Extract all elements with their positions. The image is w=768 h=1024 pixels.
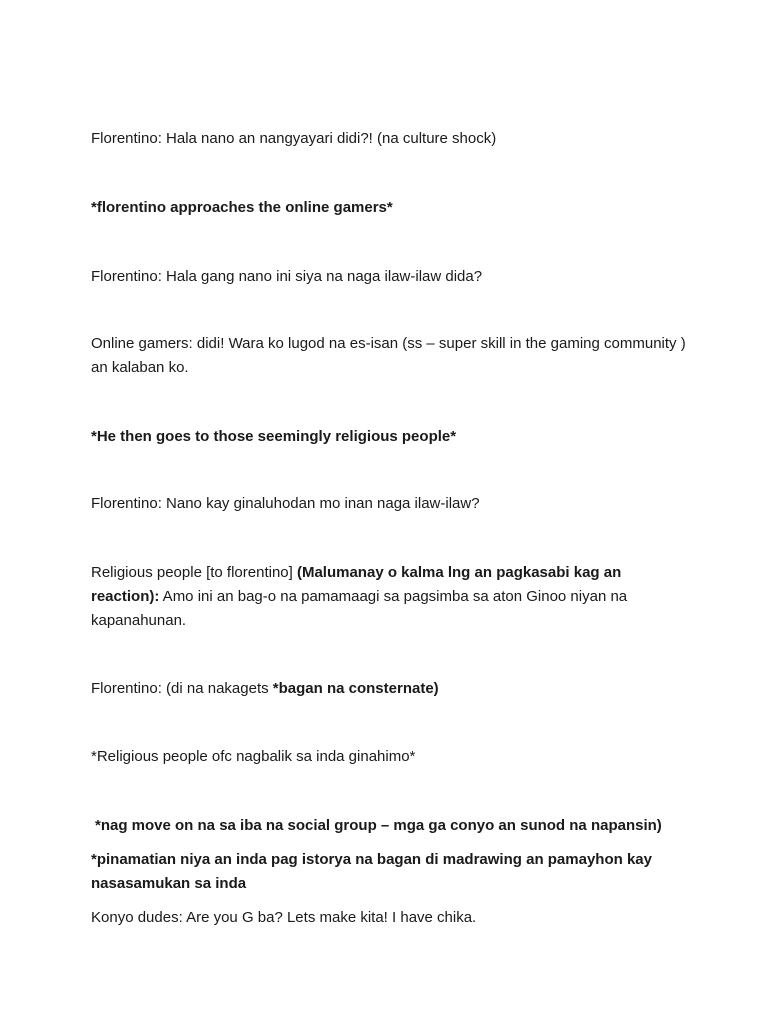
stage-direction-move-on: *nag move on na sa iba na social group – mga ga conyo an sunod na napansin)	[95, 817, 662, 834]
stage-direction-religious-people: *He then goes to those seemingly religious people*	[91, 428, 457, 445]
script-line-florentino-confused	[91, 677, 691, 701]
stage-direction-listening: *pinamatian niya an inda pag istorya na bagan di madrawing an pamayhon kay nasasamukan sa inda	[91, 851, 652, 892]
speaker-prefix: Religious people [to florentino]	[91, 564, 297, 581]
stage-note: *bagan na consternate)	[272, 680, 439, 697]
line-text: Amo ini an bag-o na pamamaagi sa pagsimba sa aton Ginoo niyan na kapanahunan.	[91, 588, 628, 629]
script-line-florentino-culture-shock: Florentino: Hala nano an nangyayari didi?! (na culture shock)	[91, 130, 497, 147]
stage-note: (Malumanay o kalma lng an pagkasabi kag an reaction):	[91, 564, 622, 605]
stage-direction-approach-gamers: *florentino approaches the online gamers*	[91, 199, 393, 216]
script-line-religious-people	[91, 561, 691, 633]
script-line-online-gamers: Online gamers: didi! Wara ko lugod na es-isan (ss – super skill in the gaming community ) an kalaban ko.	[91, 335, 686, 376]
script-line-florentino-kneeling-question: Florentino: Nano kay ginaluhodan mo inan naga ilaw-ilaw?	[91, 495, 480, 512]
script-line-konyo-dudes: Konyo dudes: Are you G ba? Lets make kita! I have chika.	[91, 909, 477, 926]
stage-direction-religious-return: *Religious people ofc nagbalik sa inda ginahimo*	[91, 748, 416, 765]
script-line-florentino-question: Florentino: Hala gang nano ini siya na naga ilaw-ilaw dida?	[91, 268, 483, 285]
speaker-prefix: Florentino: (di na nakagets	[91, 680, 273, 697]
